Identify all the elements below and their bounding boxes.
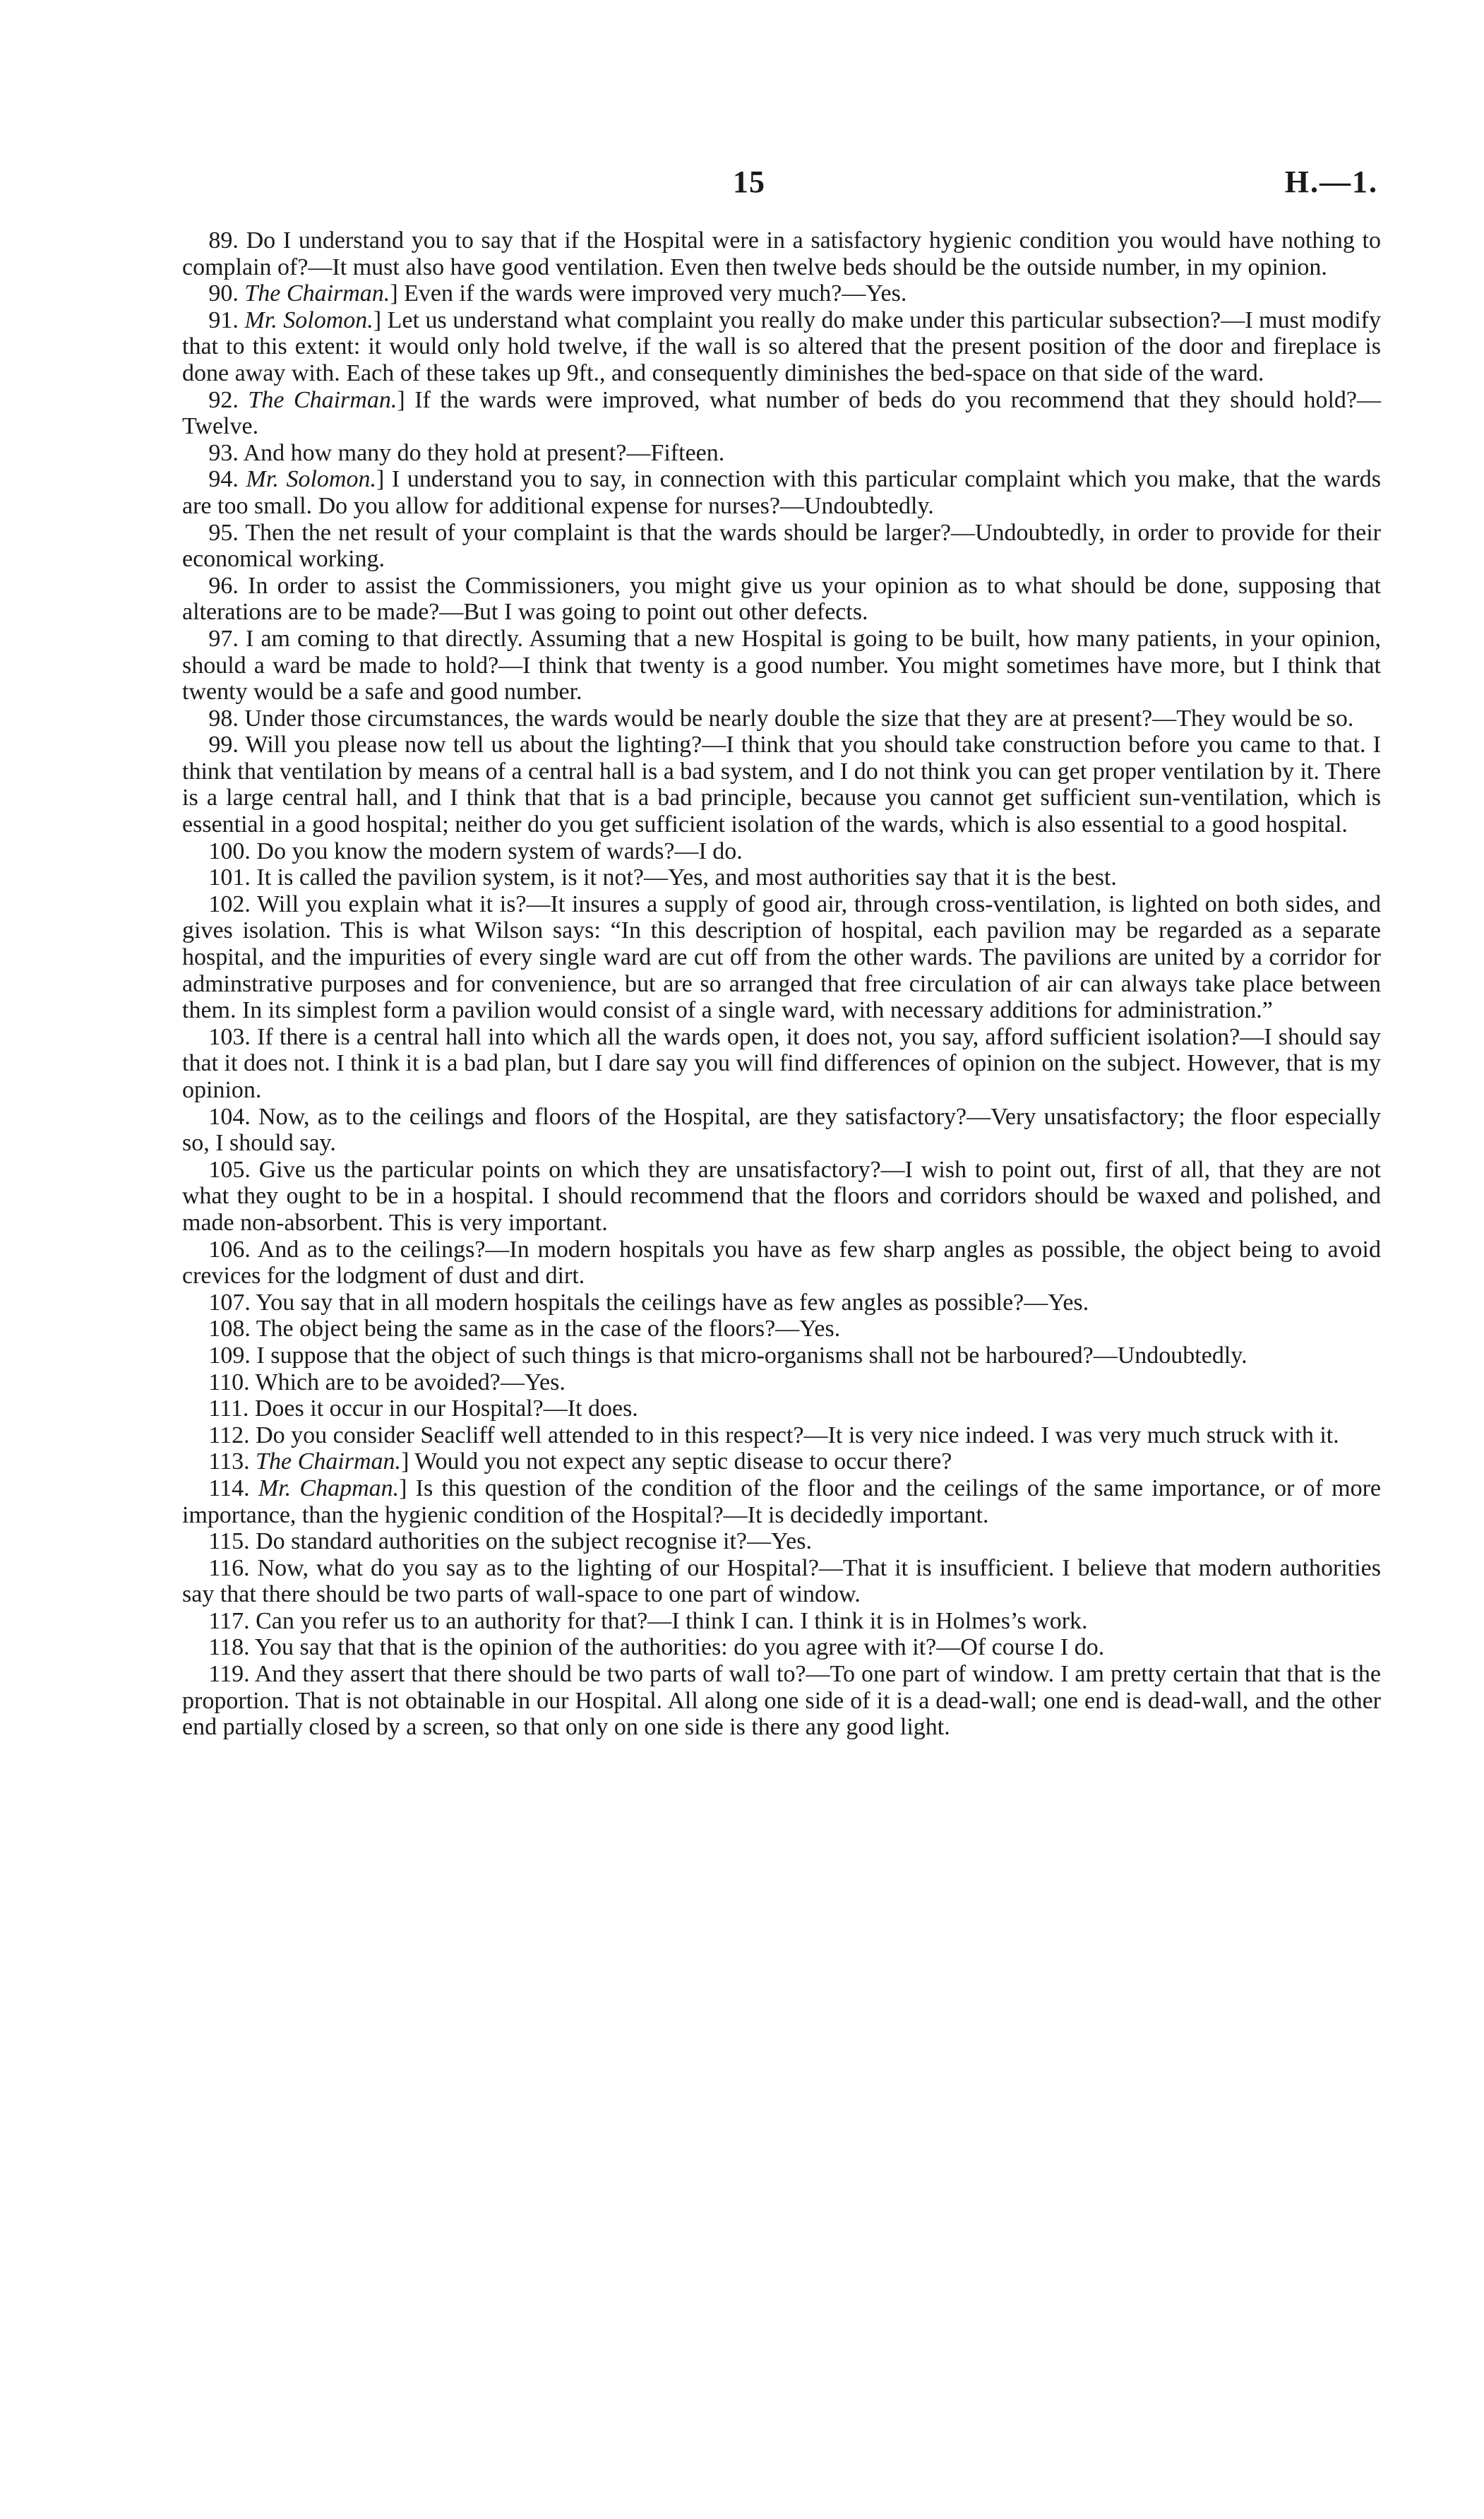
- paragraph-96: 96. In order to assist the Commissioners, you might give us your opinion as to what should be done, supposing that alterations are to be made?—But I was going to point out other defects.: [182, 572, 1381, 626]
- paragraph-103: 103. If there is a central hall into which all the wards open, it does not, you say, afford sufficient isolation?—I should say that it does not. I think it is a bad plan, but I dare say you will find differences of opinion on the subject. However, that is my opinion.: [182, 1023, 1381, 1103]
- paragraph-91: 91. Mr. Solomon.] Let us understand what complaint you really do make under this particular subsection?—I must modify that to this extent: it would only hold twelve, if the wall is so altered that the present position of the door and fireplace is done away with. Each of these takes up 9ft., and consequently diminishes the bed-space on that side of the ward.: [182, 306, 1381, 386]
- paragraph-104: 104. Now, as to the ceilings and floors of the Hospital, are they satisfactory?—Very unsatisfactory; the floor especially so, I should say.: [182, 1103, 1381, 1157]
- speaker-name: Mr. Chapman.: [258, 1475, 400, 1501]
- paragraph-115: 115. Do standard authorities on the subject recognise it?—Yes.: [208, 1528, 812, 1555]
- paragraph-116: 116. Now, what do you say as to the lighting of our Hospital?—That it is insufficient. I believe that modern authorities say that there should be two parts of wall-space to one part of window.: [182, 1554, 1381, 1608]
- paragraph-107: 107. You say that in all modern hospitals the ceilings have as few angles as possible?—Yes.: [208, 1289, 1089, 1316]
- paragraph-106: 106. And as to the ceilings?—In modern hospitals you have as few sharp angles as possible, the object being to avoid crevices for the lodgment of dust and dirt.: [182, 1236, 1381, 1290]
- paragraph-99: 99. Will you please now tell us about the lighting?—I think that you should take construction before you came to that. I think that ventilation by means of a central hall is a bad system, and I do not think you can get proper ventilation by it. There is a large central hall, and I think that that is a bad principle, because you cannot get sufficient sun-ventilation, which is essential in a good hospital; neither do you get sufficient isolation of the wards, which is also essential to a good hospital.: [182, 732, 1382, 838]
- paragraph-100: 100. Do you know the modern system of wards?—I do.: [208, 838, 743, 864]
- paragraph-113: 113. The Chairman.] Would you not expect any septic disease to occur there?: [208, 1448, 952, 1475]
- paragraph-90: 90. The Chairman.] Even if the wards were improved very much?—Yes.: [208, 280, 907, 307]
- paragraph-92: 92. The Chairman.] If the wards were improved, what number of beds do you recommend that they should hold?—Twelve.: [182, 386, 1382, 440]
- page-number: 15: [733, 165, 765, 199]
- speaker-name: The Chairman.: [244, 280, 390, 307]
- paragraph-101: 101. It is called the pavilion system, is it not?—Yes, and most authorities say that it is the best.: [208, 864, 1117, 891]
- paragraph-111: 111. Does it occur in our Hospital?—It does.: [208, 1395, 638, 1422]
- paragraph-94: 94. Mr. Solomon.] I understand you to say, in connection with this particular complaint which you make, that the wards are too small. Do you allow for additional expense for nurses?—Undoubtedly.: [182, 466, 1381, 519]
- speaker-name: The Chairman.: [256, 1448, 402, 1475]
- paragraph-108: 108. The object being the same as in the case of the floors?—Yes.: [208, 1316, 841, 1342]
- speaker-name: The Chairman.: [248, 386, 397, 413]
- speaker-name: Mr. Solomon.: [244, 306, 373, 333]
- paragraph-105: 105. Give us the particular points on which they are unsatisfactory?—I wish to point out, first of all, that they are not what they ought to be in a hospital. I should recommend that the floors and corridors should be waxed and polished, and made non-absorbent. This is very important.: [182, 1156, 1381, 1236]
- document-reference: H.—1.: [1284, 165, 1378, 199]
- paragraph-119: 119. And they assert that there should be two parts of wall to?—To one part of window. I am pretty certain that that is the proportion. That is not obtainable in our Hospital. All along one side of it is a dead-wall; one end is dead-wall, and the other end partially closed by a screen, so that only on one side is there any good light.: [182, 1661, 1381, 1741]
- paragraph-89: 89. Do I understand you to say that if the Hospital were in a satisfactory hygienic condition you would have nothing to complain of?—It must also have good ventilation. Even then twelve beds should be the outside number, in my opinion.: [182, 227, 1381, 280]
- paragraph-97: 97. I am coming to that directly. Assuming that a new Hospital is going to be built, how many patients, in your opinion, should a ward be made to hold?—I think that twenty is a good number. You might sometimes have more, but I think that twenty would be a safe and good number.: [182, 625, 1381, 705]
- speaker-name: Mr. Solomon.: [246, 466, 376, 493]
- paragraph-114: 114. Mr. Chapman.] Is this question of the condition of the floor and the ceilings of the same importance, or of more importance, than the hygienic condition of the Hospital?—It is decidedly important.: [182, 1475, 1381, 1528]
- paragraph-110: 110. Which are to be avoided?—Yes.: [208, 1369, 566, 1395]
- paragraph-102: 102. Will you explain what it is?—It insures a supply of good air, through cross-ventilation, is lighted on both sides, and gives isolation. This is what Wilson says: “In this description of hospital, each pavilion may be regarded as a separate hospital, and the impurities of every single ward are cut off from the other wards. The pavilions are united by a corridor for adminstrative purposes and for convenience, but are so arranged that free circulation of air can always take place between them. In its simplest form a pavilion would consist of a single ward, with necessary additions for administration.”: [182, 891, 1381, 1024]
- paragraph-98: 98. Under those circumstances, the wards would be nearly double the size that they are at present?—They would be so.: [208, 705, 1354, 732]
- paragraph-93: 93. And how many do they hold at present?—Fifteen.: [208, 439, 725, 466]
- paragraph-117: 117. Can you refer us to an authority for that?—I think I can. I think it is in Holmes’s work.: [208, 1607, 1088, 1634]
- paragraph-112: 112. Do you consider Seacliff well attended to in this respect?—It is very nice indeed. I was very much struck with it.: [208, 1422, 1339, 1448]
- testimony-body: [182, 227, 1381, 1741]
- paragraph-95: 95. Then the net result of your complaint is that the wards should be larger?—Undoubtedly, in order to provide for their economical working.: [182, 519, 1381, 573]
- paragraph-109: 109. I suppose that the object of such things is that micro-organisms shall not be harboured?—Undoubtedly.: [208, 1342, 1247, 1369]
- paragraph-118: 118. You say that that is the opinion of the authorities: do you agree with it?—Of course I do.: [208, 1634, 1105, 1661]
